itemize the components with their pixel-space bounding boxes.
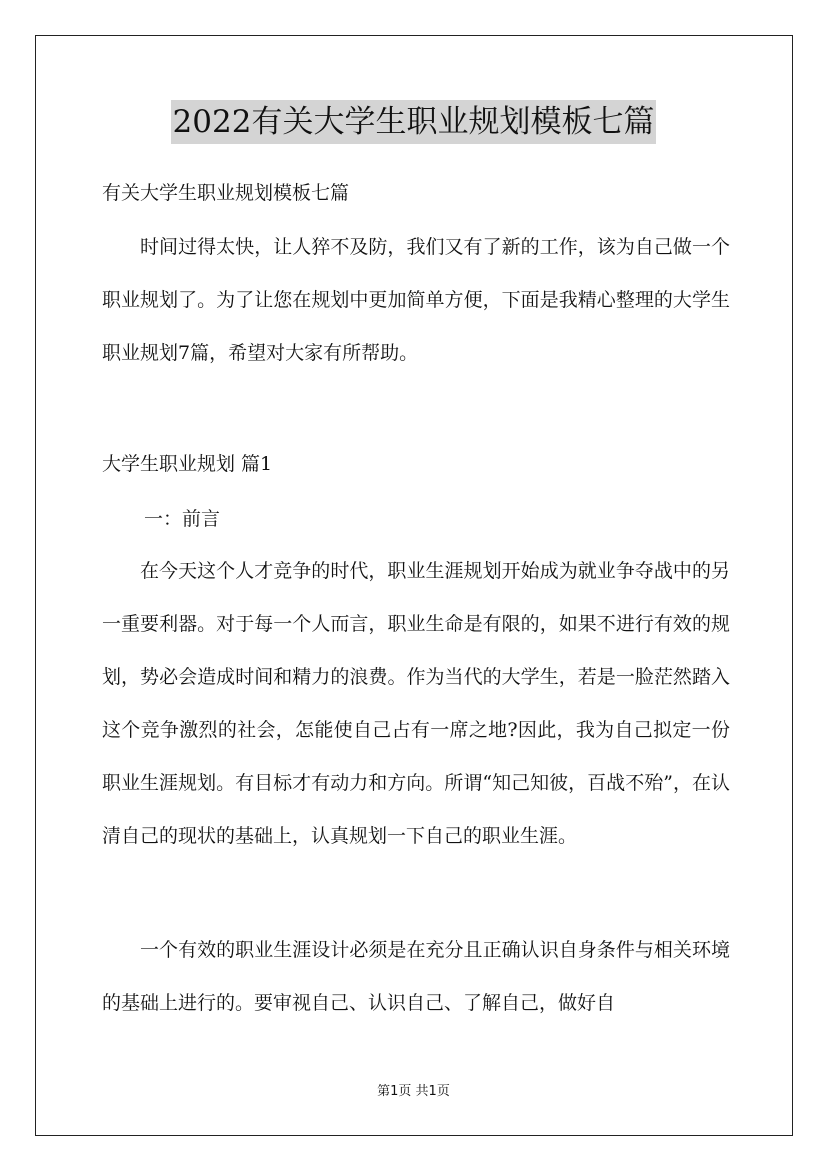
document-title: 2022有关大学生职业规划模板七篇 — [171, 100, 657, 144]
page-footer: 第1页 共1页 — [377, 1084, 450, 1099]
document-subtitle: 有关大学生职业规划模板七篇 — [102, 182, 350, 204]
sub-heading: 一：前言 — [144, 508, 221, 530]
intro-paragraph: 时间过得太快，让人猝不及防，我们又有了新的工作，该为自己做一个职业规划了。为了让您在规划中更加简单方便，下面是我精心整理的大学生职业规划7篇，希望对大家有所帮助。 — [102, 236, 730, 364]
body-paragraph-1: 在今天这个人才竞争的时代，职业生涯规划开始成为就业争夺战中的另一重要利器。对于每一个人而言，职业生命是有限的，如果不进行有效的规划，势必会造成时间和精力的浪费。作为当代的大学生，若是一脸茫然踏入这个竞争激烈的社会，怎能使自己占有一席之地?因此，我为自己拟定一份职业生涯规划。有目标才有动力和方向。所谓“知己知彼，百战不殆”，在认清自己的现状的基础上，认真规划一下自己的职业生涯。 — [102, 560, 730, 847]
body-paragraph-2: 一个有效的职业生涯设计必须是在充分且正确认识自身条件与相关环境的基础上进行的。要审视自己、认识自己、了解自己，做好自 — [102, 939, 730, 1014]
section-heading: 大学生职业规划 篇1 — [102, 453, 273, 475]
title-container — [0, 100, 827, 144]
